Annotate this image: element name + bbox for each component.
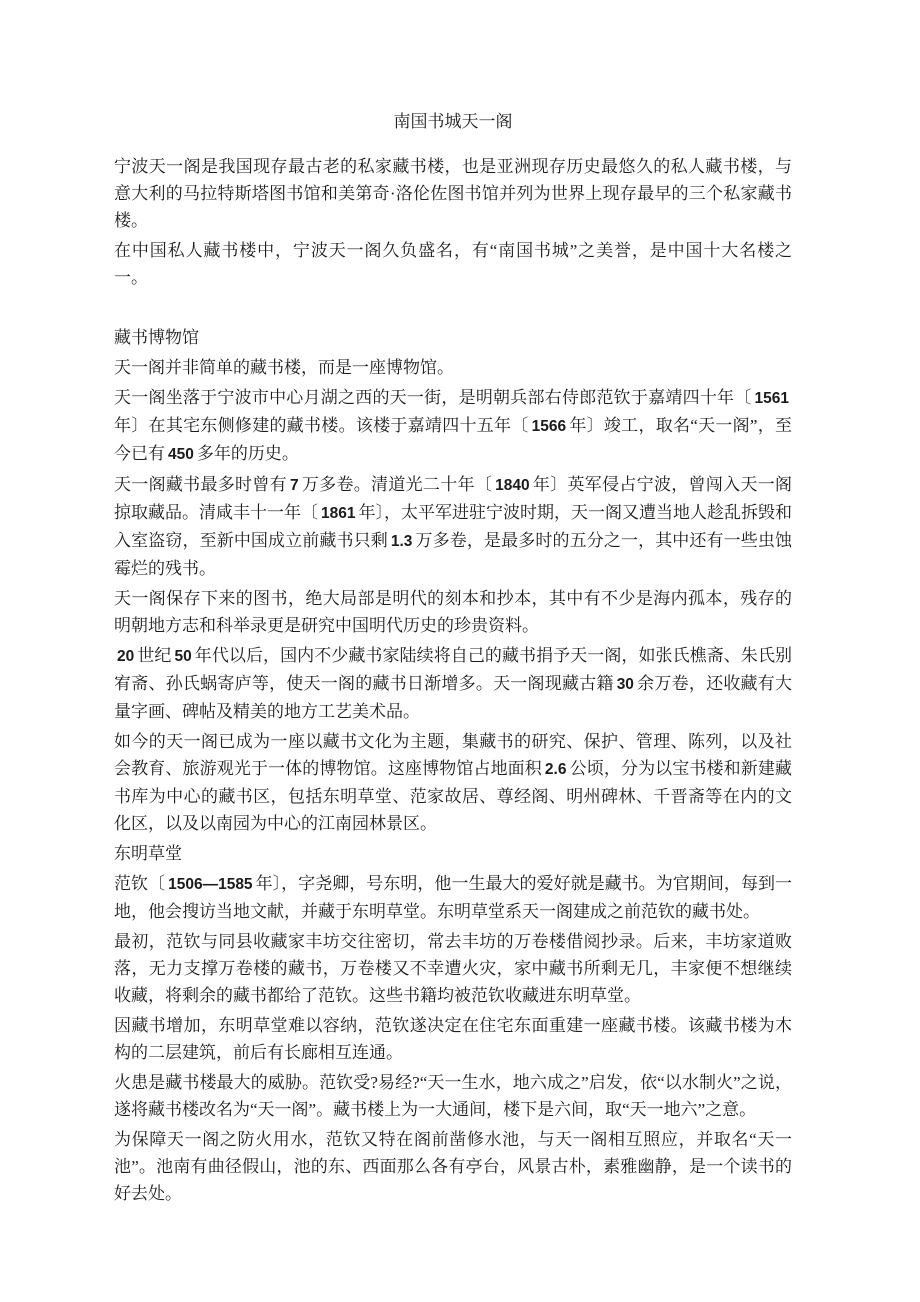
- text-run: 东明草堂: [114, 844, 182, 863]
- text-run: 年〕竣工，取名“天一阁”，至今已有: [114, 416, 793, 463]
- bold-number: 1506—1585: [168, 876, 253, 893]
- paragraph: [114, 153, 792, 234]
- section-heading: [114, 324, 792, 351]
- paragraph: [114, 585, 792, 639]
- paragraph: [114, 870, 792, 925]
- document-title: 南国书城天一阁: [393, 112, 513, 131]
- paragraph: [114, 471, 792, 582]
- text-run: 因藏书增加，东明草堂难以容纳，范钦遂决定在住宅东面重建一座藏书楼。该藏书楼为木构的二层建筑，前后有长廊相互连通。: [114, 1016, 792, 1062]
- empty-line: [114, 294, 792, 321]
- paragraph: [114, 237, 792, 291]
- paragraph: [114, 928, 792, 1009]
- bold-number: 1566: [531, 418, 567, 435]
- paragraph: [114, 1012, 792, 1066]
- paragraph: [114, 1126, 792, 1207]
- text-run: 火患是藏书楼最大的威胁。范钦受?易经?“天一生水，地六成之”启发，依“以水制火”之说，遂将藏书楼改名为“天一阁”。藏书楼上为一大通间，楼下是六间，取“天一地六”之意。: [114, 1073, 792, 1119]
- bold-number: 1.3: [390, 533, 413, 550]
- bold-number: 1561: [754, 390, 789, 407]
- bold-number: 1861: [321, 505, 356, 522]
- bold-number: 50: [174, 648, 192, 665]
- text-run: 天一阁坐落于宁波市中心月湖之西的天一街，是明朝兵部右侍郎范钦于嘉靖四十年〔: [114, 388, 752, 407]
- bold-number: 20: [117, 648, 135, 665]
- text-run: 藏书博物馆: [114, 328, 199, 347]
- text-run: 公顷，分为以宝书楼和新建藏书库为中心的藏书区，包括东明草堂、范家故居、尊经阁、明州碑林、千晋斋等在内的文化区，以及以南园为中心的江南园林景区。: [114, 759, 793, 833]
- text-run: 年〕，太平军进驻宁波时期，天一阁又遭当地人趁乱拆毁和入室盗窃，至新中国成立前藏书只剩: [114, 503, 793, 550]
- text-run: 年〕英军侵占宁波，曾闯入天一阁掠取藏品。清咸丰十一年〔: [114, 475, 793, 522]
- text-run: 余万卷，还收藏有大量字画、碑帖及精美的地方工艺美术品。: [114, 674, 793, 721]
- text-run: 最初，范钦与同县收藏家丰坊交往密切，常去丰坊的万卷楼借阅抄录。后来，丰坊家道败落，无力支撑万卷楼的藏书，万卷楼又不幸遭火灾，家中藏书所剩无几，丰家便不想继续收藏，将剩余的藏书都给了范钦。这些书籍均被范钦收藏进东明草堂。: [114, 932, 792, 1005]
- text-run: 世纪: [137, 646, 172, 665]
- text-run: 在中国私人藏书楼中，宁波天一阁久负盛名，有“南国书城”之美誉，是中国十大名楼之一。: [114, 241, 792, 287]
- paragraph: [114, 728, 792, 837]
- bold-number: 30: [616, 676, 634, 693]
- text-run: 宁波天一阁是我国现存最古老的私家藏书楼，也是亚洲现存历史最悠久的私人藏书楼，与意大利的马拉特斯塔图书馆和美第奇·洛伦佐图书馆并列为世界上现存最早的三个私家藏书楼。: [114, 157, 792, 230]
- text-run: 为保障天一阁之防火用水，范钦又特在阁前凿修水池，与天一阁相互照应，并取名“天一池”。池南有曲径假山，池的东、西面那么各有亭台，风景古朴，素雅幽静，是一个读书的好去处。: [114, 1130, 792, 1203]
- document-body: [114, 153, 792, 1207]
- section-heading: [114, 840, 792, 867]
- paragraph: [114, 354, 792, 381]
- text-run: 天一阁藏书最多时曾有: [114, 475, 287, 494]
- text-run: 天一阁保存下来的图书，绝大局部是明代的刻本和抄本，其中有不少是海内孤本，残存的明朝地方志和科举录更是研究中国明代历史的珍贵资料。: [114, 589, 792, 635]
- paragraph: [114, 1069, 792, 1123]
- paragraph: [114, 384, 792, 468]
- text-run: 年代以后，国内不少藏书家陆续将自己的藏书捐予天一阁，如张氏樵斋、朱氏别宥斋、孙氏蜗寄庐等，使天一阁的藏书日渐增多。天一阁现藏古籍: [114, 646, 793, 693]
- paragraph: [114, 642, 792, 725]
- bold-number: 2.6: [544, 761, 567, 778]
- text-run: 年〕，字尧卿，号东明，他一生最大的爱好就是藏书。为官期间，每到一地，他会搜访当地文献，并藏于东明草堂。东明草堂系天一阁建成之前范钦的藏书处。: [114, 874, 793, 921]
- text-run: 万多卷。清道光二十年〔: [301, 475, 493, 494]
- text-run: 多年的历史。: [196, 444, 299, 463]
- bold-number: 1840: [495, 477, 530, 494]
- text-run: 万多卷，是最多时的五分之一，其中还有一些虫蚀霉烂的残书。: [114, 531, 793, 578]
- text-run: 天一阁并非简单的藏书楼，而是一座博物馆。: [114, 358, 454, 377]
- text-run: 如今的天一阁已成为一座以藏书文化为主题，集藏书的研究、保护、管理、陈列，以及社会教育、旅游观光于一体的博物馆。这座博物馆占地面积: [114, 732, 792, 778]
- bold-number: 7: [289, 477, 299, 494]
- bold-number: 450: [168, 446, 194, 463]
- text-run: 年〕在其宅东侧修建的藏书楼。该楼于嘉靖四十五年〔: [114, 416, 529, 435]
- text-run: 范钦〔: [114, 874, 166, 893]
